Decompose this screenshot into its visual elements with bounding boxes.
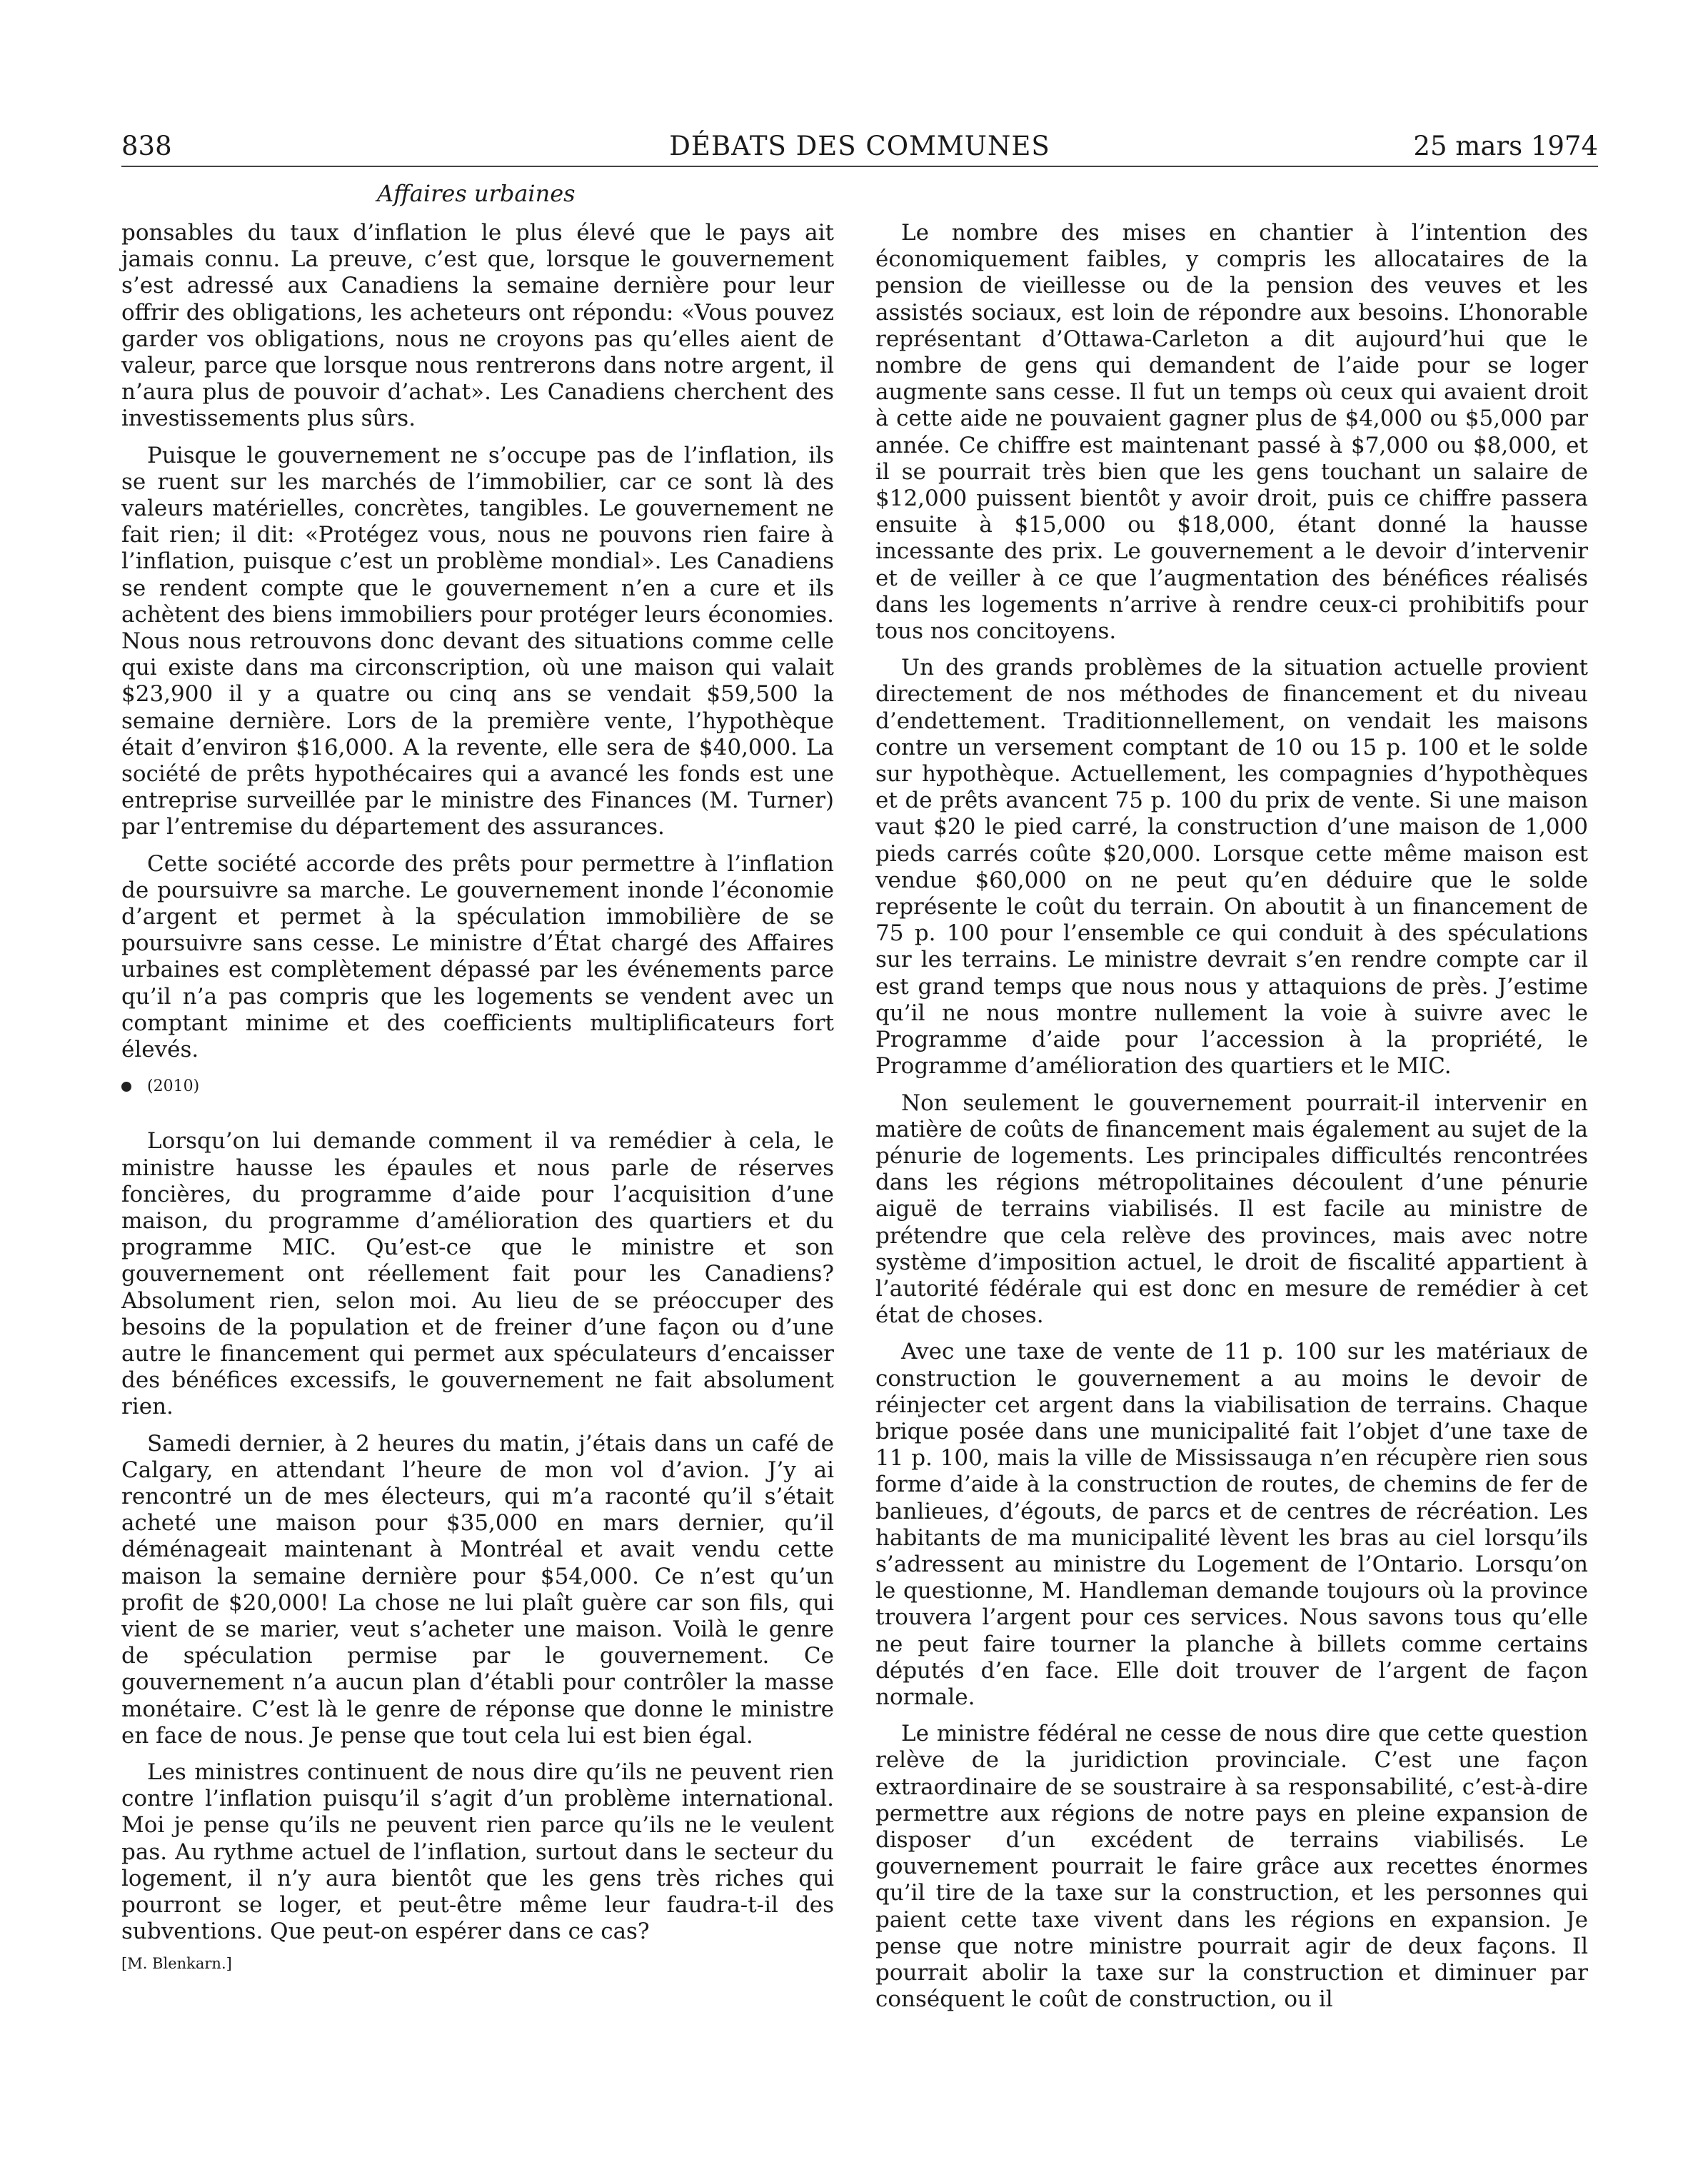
paragraph: Le nombre des mises en chantier à l’intention des économiquement faibles, y compris les allocataires de la pension de vieillesse ou de la pension des veuves et les assistés sociaux, est loin de répondre aux besoins. L’honorable représentant d’Ottawa-Carleton a dit aujourd’hui que le nombre de gens qui demandent de l’aide pour se loger augmente sans cesse. Il fut un temps où ceux qui avaient droit à cette aide ne pouvaient gagner plus de $4,000 ou $5,000 par année. Ce chiffre est maintenant passé à $7,000 ou $8,000, et il se pourrait très bien que les gens touchant un salaire de $12,000 puissent bientôt y avoir droit, puis ce chiffre passera ensuite à $15,000 ou $18,000, étant donné la hausse incessante des prix. Le gouvernement a le devoir d’intervenir et de veiller à ce que l’augmentation des bénéfices réalisés dans les logements n’arrive à rendre ceux-ci prohibitifs pour tous nos concitoyens. (875, 220, 1588, 645)
paragraph: Non seulement le gouvernement pourrait-il intervenir en matière de coûts de financement mais également au sujet de la pénurie de logements. Les principales difficultés rencontrées dans les régions métropolitaines découlent d’une pénurie aiguë de terrains viabilisés. Il est facile au ministre de prétendre que cela relève des provinces, mais avec notre système d’imposition actuel, le droit de fiscalité appartient à l’autorité fédérale qui est donc en mesure de remédier à cet état de choses. (875, 1090, 1588, 1329)
paragraph: ponsables du taux d’inflation le plus élevé que le pays ait jamais connu. La preuve, c’est que, lorsque le gouvernement s’est adressé aux Canadiens la semaine dernière pour leur offrir des obligations, les acheteurs ont répondu: «Vous pouvez garder vos obligations, nous ne croyons pas qu’elles aient de valeur, parce que lorsque nous rentrerons dans notre argent, il n’aura plus de pouvoir d’achat». Les Canadiens cherchent des investissements plus sûrs. (121, 220, 834, 432)
publication-title: DÉBATS DES COMMUNES (669, 131, 1050, 161)
paragraph: Samedi dernier, à 2 heures du matin, j’étais dans un café de Calgary, en attendant l’heure de mon vol d’avion. J’y ai rencontré un de mes électeurs, qui m’a raconté qu’il s’était acheté une maison pour $35,000 en mars dernier, qu’il déménageait maintenant à Montréal et avait vendu cette maison la semaine dernière pour $54,000. Ce n’est qu’un profit de $20,000! La chose ne lui plaît guère car son fils, qui vient de se marier, veut s’acheter une maison. Voilà le genre de spéculation permise par le gouvernement. Ce gouvernement n’a aucun plan d’établi pour contrôler la masse monétaire. C’est là le genre de réponse que donne le ministre en face de nous. Je pense que tout cela lui est bien égal. (121, 1430, 834, 1749)
header-rule (121, 166, 1598, 167)
paragraph: Cette société accorde des prêts pour permettre à l’inflation de poursuivre sa marche. Le gouvernement inonde l’économie d’argent et permet à la spéculation immobilière de se poursuivre sans cesse. Le ministre d’État chargé des Affaires urbaines est complètement dépassé par les événements parce qu’il n’a pas compris que les logements se vendent avec un comptant minime et des coefficients multiplificateurs fort élevés. (121, 850, 834, 1063)
paragraph: Les ministres continuent de nous dire qu’ils ne peuvent rien contre l’inflation puisqu’il s’agit d’un problème international. Moi je pense qu’ils ne peuvent rien parce qu’ils ne le veulent pas. Au rythme actuel de l’inflation, surtout dans le secteur du logement, il n’y aura bientôt que les gens très riches qui pourront se loger, et peut-être même leur faudra-t-il des subventions. Que peut-on espérer dans ce cas? (121, 1759, 834, 1945)
time-marker (121, 1077, 834, 1095)
page-number: 838 (121, 131, 172, 161)
publication-date: 25 mars 1974 (1413, 131, 1598, 161)
time-marker-label: (2010) (147, 1077, 200, 1096)
bullet-icon (121, 1082, 131, 1092)
paragraph: Avec une taxe de vente de 11 p. 100 sur les matériaux de construction le gouvernement a au moins le devoir de réinjecter cet argent dans la viabilisation de terrains. Chaque brique posée dans une municipalité fait l’objet d’une taxe de 11 p. 100, mais la ville de Mississauga n’en récupère rien sous forme d’aide à la construction de routes, de chemins de fer de banlieues, d’égouts, de parcs et de centres de récréation. Les habitants de ma municipalité lèvent les bras au ciel lorsqu’ils s’adressent au ministre du Logement de l’Ontario. Lorsqu’on le questionne, M. Handleman demande toujours où la province trouvera l’argent pour ces services. Nous savons tous qu’elle ne peut faire tourner la planche à billets comme certains députés d’en face. Elle doit trouver de l’argent de façon normale. (875, 1339, 1588, 1710)
page-header (121, 127, 1598, 167)
paragraph: Lorsqu’on lui demande comment il va remédier à cela, le ministre hausse les épaules et nous parle de réserves foncières, du programme d’aide pour l’acquisition d’une maison, du programme d’amélioration des quartiers et du programme MIC. Qu’est-ce que le ministre et son gouvernement ont réellement fait pour les Canadiens? Absolument rien, selon moi. Au lieu de se préoccuper des besoins de la population et de freiner d’une façon ou d’une autre le financement qui permet aux spéculateurs d’encaisser des bénéfices excessifs, le gouvernement ne fait absolument rien. (121, 1128, 834, 1420)
speaker-attribution: [M. Blenkarn.] (121, 1955, 232, 1973)
left-column (121, 220, 834, 1972)
right-column (875, 220, 1588, 2023)
paragraph: Un des grands problèmes de la situation actuelle provient directement de nos méthodes de financement et du niveau d’endettement. Traditionnellement, on vendait les maisons contre un versement comptant de 10 ou 15 p. 100 et le solde sur hypothèque. Actuellement, les compagnies d’hypothèques et de prêts avancent 75 p. 100 du prix de vente. Si une maison vaut $20 le pied carré, la construction d’une maison de 1,000 pieds carrés coûte $20,000. Lorsque cette même maison est vendue $60,000 on ne peut qu’en déduire que le solde représente le coût du terrain. On aboutit à un financement de 75 p. 100 pour l’ensemble ce qui conduit à des spéculations sur les terrains. Le ministre devrait s’en rendre compte car il est grand temps que nous nous y attaquions de près. J’estime qu’il ne nous montre nullement la voie à suivre avec le Programme d’aide pour l’accession à la propriété, le Programme d’amélioration des quartiers et le MIC. (875, 655, 1588, 1080)
section-title: Affaires urbaines (377, 180, 576, 207)
paragraph: Puisque le gouvernement ne s’occupe pas de l’inflation, ils se ruent sur les marchés de l’immobilier, car ce sont là des valeurs matérielles, concrètes, tangibles. Le gouvernement ne fait rien; il dit: «Protégez vous, nous ne pouvons rien faire à l’inflation, puisque c’est un problème mondial». Les Canadiens se rendent compte que le gouvernement n’en a cure et ils achètent des biens immobiliers pour protéger leurs économies. Nous nous retrouvons donc devant des situations comme celle qui existe dans ma circonscription, où une maison qui valait $23,900 il y a quatre ou cinq ans se vendait $59,500 la semaine dernière. Lors de la première vente, l’hypothèque était d’environ $16,000. A la revente, elle sera de $40,000. La société de prêts hypothécaires qui a avancé les fonds est une entreprise surveillée par le ministre des Finances (M. Turner) par l’entremise du département des assurances. (121, 442, 834, 840)
paragraph: Le ministre fédéral ne cesse de nous dire que cette question relève de la juridiction provinciale. C’est une façon extraordinaire de se soustraire à sa responsabilité, c’est-à-dire permettre aux régions de notre pays en pleine expansion de disposer d’un excédent de terrains viabilisés. Le gouvernement pourrait le faire grâce aux recettes énormes qu’il tire de la taxe sur la construction, et les personnes qui paient cette taxe vivent dans les régions en expansion. Je pense que notre ministre pourrait agir de deux façons. Il pourrait abolir la taxe sur la construction et diminuer par conséquent le coût de construction, ou il (875, 1721, 1588, 2013)
